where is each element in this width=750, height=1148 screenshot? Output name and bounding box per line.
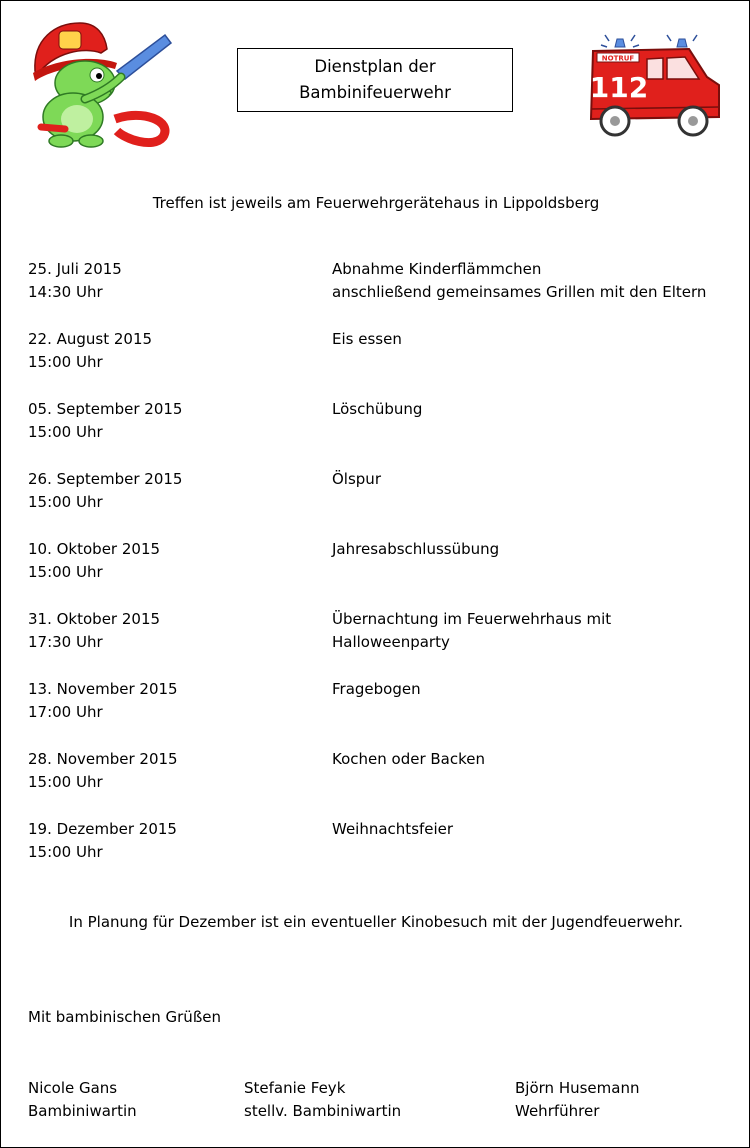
entry-when: [28, 258, 332, 328]
dragon-firefighter-logo: [25, 19, 175, 151]
notruf-sign-text: NOTRUF: [601, 54, 635, 63]
entry-event-line-1: Abnahme Kinderflämmchen: [332, 260, 542, 278]
schedule-entry: [28, 818, 738, 888]
schedule-entry: [28, 748, 738, 818]
entry-date: 19. Dezember 2015: [28, 820, 177, 838]
schedule-entry: [28, 398, 738, 468]
entry-event-line-1: Eis essen: [332, 330, 402, 348]
schedule-entry: [28, 328, 738, 398]
entry-date: 28. November 2015: [28, 750, 178, 768]
entry-event: [332, 468, 738, 538]
entry-event-line-1: Kochen oder Backen: [332, 750, 486, 768]
entry-when: [28, 468, 332, 538]
signature-block: [28, 1077, 137, 1123]
entry-when: [28, 678, 332, 748]
entry-when: [28, 398, 332, 468]
entry-time: 15:00 Uhr: [28, 493, 103, 511]
entry-event: [332, 608, 738, 678]
entry-when: [28, 608, 332, 678]
signature-role: Bambiniwartin: [28, 1102, 137, 1120]
entry-when: [28, 748, 332, 818]
schedule-list: [28, 258, 738, 888]
entry-event: [332, 538, 738, 608]
entry-event: [332, 818, 738, 888]
entry-event-line-1: Weihnachtsfeier: [332, 820, 454, 838]
entry-date: 22. August 2015: [28, 330, 153, 348]
signature-block: [244, 1077, 401, 1123]
entry-event: [332, 398, 738, 468]
entry-when: [28, 818, 332, 888]
entry-event-line-1: Ölspur: [332, 470, 381, 488]
signature-name: Björn Husemann: [515, 1079, 640, 1097]
entry-time: 17:30 Uhr: [28, 633, 103, 651]
schedule-entry: [28, 538, 738, 608]
entry-event-line-2: Halloweenparty: [332, 633, 450, 651]
entry-event-line-1: Übernachtung im Feuerwehrhaus mit: [332, 610, 612, 628]
greeting-text: Mit bambinischen Grüßen: [28, 1008, 222, 1026]
entry-time: 14:30 Uhr: [28, 283, 103, 301]
entry-time: 15:00 Uhr: [28, 563, 103, 581]
signature-role: Wehrführer: [515, 1102, 600, 1120]
signature-name: Stefanie Feyk: [244, 1079, 346, 1097]
schedule-entry: [28, 468, 738, 538]
entry-date: 26. September 2015: [28, 470, 183, 488]
entry-event-line-1: Jahresabschlussübung: [332, 540, 500, 558]
entry-event: [332, 328, 738, 398]
entry-date: 25. Juli 2015: [28, 260, 122, 278]
schedule-entry: [28, 608, 738, 678]
signature-block: [515, 1077, 639, 1123]
entry-time: 15:00 Uhr: [28, 423, 103, 441]
schedule-entry: [28, 258, 738, 328]
entry-event-line-1: Löschübung: [332, 400, 423, 418]
entry-time: 15:00 Uhr: [28, 773, 103, 791]
entry-event: [332, 678, 738, 748]
schedule-entry: [28, 678, 738, 748]
entry-date: 31. Oktober 2015: [28, 610, 161, 628]
title-box: [237, 48, 513, 112]
entry-event: [332, 258, 738, 328]
entry-when: [28, 538, 332, 608]
entry-event: [332, 748, 738, 818]
entry-event-line-2: anschließend gemeinsames Grillen mit den Eltern: [332, 283, 707, 301]
entry-date: 10. Oktober 2015: [28, 540, 161, 558]
signature-role: stellv. Bambiniwartin: [244, 1102, 402, 1120]
entry-time: 17:00 Uhr: [28, 703, 103, 721]
entry-event-line-1: Fragebogen: [332, 680, 421, 698]
entry-date: 13. November 2015: [28, 680, 178, 698]
signature-name: Nicole Gans: [28, 1079, 118, 1097]
entry-date: 05. September 2015: [28, 400, 183, 418]
title-line-2: Bambinifeuerwehr: [299, 83, 451, 102]
entry-when: [28, 328, 332, 398]
planning-note: In Planung für Dezember ist ein eventueller Kinobesuch mit der Jugendfeuerwehr.: [68, 913, 684, 931]
entry-time: 15:00 Uhr: [28, 353, 103, 371]
title-line-1: Dienstplan der: [314, 57, 436, 76]
entry-time: 15:00 Uhr: [28, 843, 103, 861]
intro-text: Treffen ist jeweils am Feuerwehrgerätehaus in Lippoldsberg: [152, 194, 600, 212]
emergency-number: 112: [589, 71, 649, 104]
fire-truck-logo: [585, 33, 725, 139]
